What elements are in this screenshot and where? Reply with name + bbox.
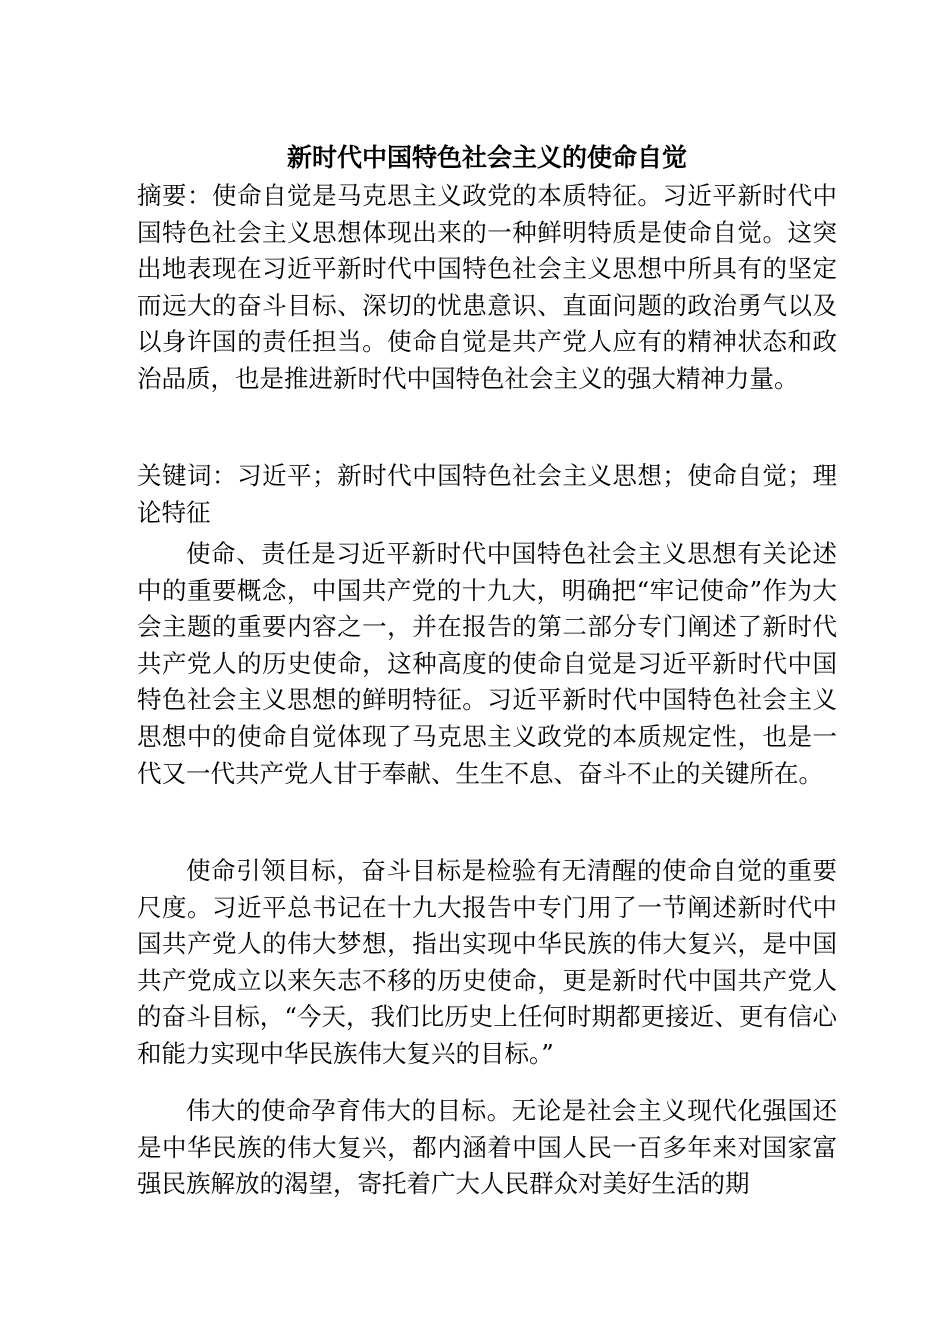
keywords-paragraph: 关键词：习近平；新时代中国特色社会主义思想；使命自觉；理论特征	[137, 461, 837, 527]
document-title: 新时代中国特色社会主义的使命自觉	[286, 143, 687, 172]
body-paragraph-2: 使命引领目标，奋斗目标是检验有无清醒的使命自觉的重要尺度。习近平总书记在十九大报告中专门用了一节阐述新时代中国共产党人的伟大梦想，指出实现中华民族的伟大复兴，是中国共产党成立以来矢志不移的历史使命，更是新时代中国共产党人的奋斗目标，“今天，我们比历史上任何时期都更接近、更有信心和能力实现中华民族伟大复兴的目标。”	[137, 856, 837, 1068]
body-paragraph-3: 伟大的使命孕育伟大的目标。无论是社会主义现代化强国还是中华民族的伟大复兴，都内涵着中国人民一百多年来对国家富强民族解放的渴望，寄托着广大人民群众对美好生活的期	[137, 1096, 837, 1199]
abstract-paragraph: 摘要：使命自觉是马克思主义政党的本质特征。习近平新时代中国特色社会主义思想体现出来的一种鲜明特质是使命自觉。这突出地表现在习近平新时代中国特色社会主义思想中所具有的坚定而远大的奋斗目标、深切的忧患意识、直面问题的政治勇气以及以身许国的责任担当。使命自觉是共产党人应有的精神状态和政治品质，也是推进新时代中国特色社会主义的强大精神力量。	[137, 181, 837, 393]
body-paragraph-1: 使命、责任是习近平新时代中国特色社会主义思想有关论述中的重要概念，中国共产党的十九大，明确把“牢记使命”作为大会主题的重要内容之一，并在报告的第二部分专门阐述了新时代共产党人的历史使命，这种高度的使命自觉是习近平新时代中国特色社会主义思想的鲜明特征。习近平新时代中国特色社会主义思想中的使命自觉体现了马克思主义政党的本质规定性，也是一代又一代共产党人甘于奉献、生生不息、奋斗不止的关键所在。	[137, 539, 837, 788]
